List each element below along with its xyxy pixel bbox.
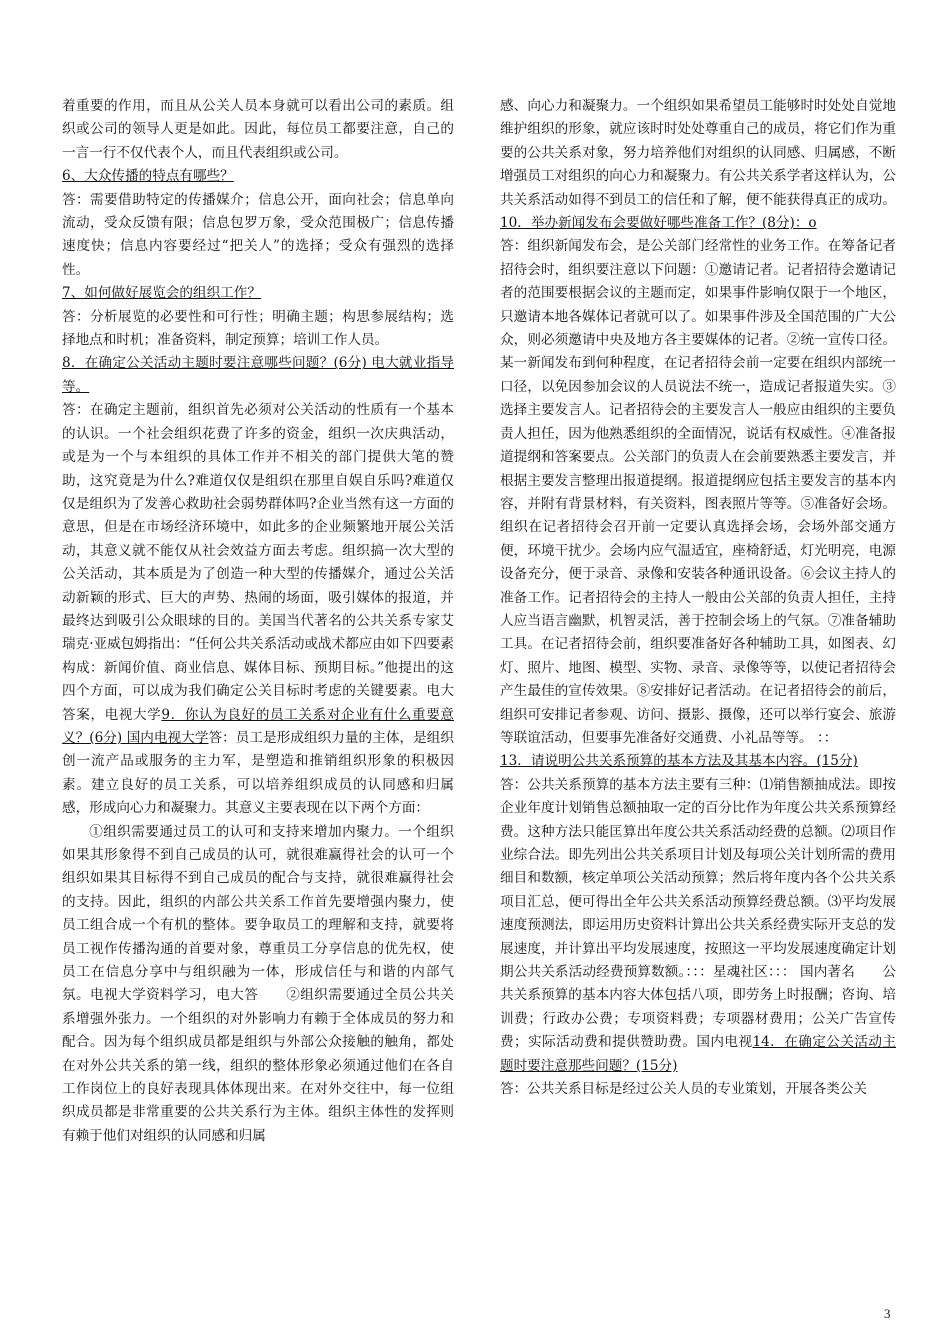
answer-9: 答：员工是形成组织力量的主体，是组织创一流产品或服务的主力军，是塑造和推销组织形象的积极因素。建立良好的员工关系，可以培养组织成员的认同感和归属感，形成向心力和凝聚力。其意义主要表现在以下两个方面： [62,729,454,817]
right-column [500,95,896,1101]
question-10: 10．举办新闻发布会要做好哪些准备工作？(8分)：o [500,215,817,232]
paragraph-intro: 着重要的作用，而且从公关人员本身就可以看出公司的素质。组织或公司的领导人更是如此。因此，每位员工都要注意，自己的一言一行不仅代表个人，而且代表组织或公司。 [62,98,454,161]
question-9: 9．你认为良好的员工关系对企业有什么重要意义？(6分) 国内电视大学 [62,706,454,746]
left-column [62,95,454,1148]
question-8: 8．在确定公关活动主题时要注意哪些问题？(6分) 电大就业指导等。 [62,355,454,395]
answer-8-block [62,399,454,820]
answer-8: 答：在确定主题前，组织首先必须对公关活动的性质有一个基本的认识。一个社会组织花费了许多的资金，组织一次庆典活动，或是为一个与本组织的具体工作并不相关的部门提供大笔的赞助，这究竟是为什么?难道仅仅是组织在那里自娱自乐吗?难道仅仅是组织为了发善心救助社会弱势群体吗?企业当然有这一方面的意思，但是在市场经济环境中，如此多的企业频繁地开展公关活动，其意义就不能仅从社会效益方面去考虑。组织搞一次大型的公关活动，其本质是为了创造一种大型的传播媒介，通过公关活动新颖的形式、巨大的声势、热闹的场面，吸引媒体的报道，并最终达到吸引公众眼球的目的。美国当代著名的公共关系专家艾瑞克·亚威包姆指出：“任何公共关系活动或战术都应由如下四要素构成：新闻价值、商业信息、媒体目标、预期目标。”他提出的这四个方面，可以成为我们确定公关目标时考虑的关键要素。电大答案，电视大学 [62,402,454,723]
question-14: 14．在确定公关活动主题时要注意那些问题？(15分) [500,1034,897,1074]
answer-9-end: 感、向心力和凝聚力。一个组织如果希望员工能够时时处处自觉地维护组织的形象，就应该时时处处尊重自己的成员，将它们作为重要的公共关系对象，努力培养他们对组织的认同感、归属感，不断增强员工对组织的向心力和凝聚力。有公共关系学者这样认为，公共关系活动如得不到员工的信任和了解，便不能获得真正的成功。 [500,98,896,208]
answer-13: 答：公共关系预算的基本方法主要有三种：⑴销售额抽成法。即按企业年度计划销售总额抽取一定的百分比作为年度公共关系预算经费。这种方法只能匡算出年度公共关系活动经费的总额。⑵项目作业综合法。即先列出公共关系项目计划及每项公关计划所需的费用细目和数额，核定单项公关活动预算；然后将年度内各个公共关系项目汇总，便可得出全年公共关系活动预算经费总额。⑶平均发展速度预测法，即运用历史资料计算出公共关系经费实际开支总的发展速度，并计算出平均发展速度，按照这一平均发展速度确定计划期公共关系活动经费预算数额。：：：星魂社区：：： 国内著名 公共关系预算的基本内容大体包括八项，即劳务上时报酬；咨询、培训费；行政办公费；专项资料费；专项器材费用；公关广告宣传费；实际活动费和提供赞助费。国内电视 [500,776,896,1051]
answer-10: 答：组织新闻发布会，是公关部门经常性的业务工作。在筹备记者招待会时，组织要注意以下问题：①邀请记者。记者招待会邀请记者的范围要根据会议的主题而定，如果事件影响仅限于一个地区，只邀请本地各媒体记者就可以了。如果事件涉及全国范围的广大公众，则必须邀请中央及地方各主要媒体的记者。②统一宣传口径。某一新闻发布到何种程度，在记者招待会前一定要在组织内部统一口径，以免因参加会议的人员说法不统一，造成记者报道失实。③选择主要发言人。记者招待会的主要发言人一般应由组织的主要负责人担任，因为他熟悉组织的全面情况，说话有权威性。④准备报道提纲和答案要点。公关部门的负责人在会前要熟悉主要发言，并根据主要发言整理出报道提纲。报道提纲应包括主要发言的基本内容，并附有背景材料，有关资料，图表照片等等。⑤准备好会场。组织在记者招待会召开前一定要认真选择会场，会场外部交通方便，环境干扰少。会场内应气温适宜，座椅舒适，灯光明亮，电源设备充分，便于录音、录像和安装各种通讯设备。⑥会议主持人的准备工作。记者招待会的主持人一般由公关部的负责人担任，主持人应当语言幽默，机智灵活，善于控制会场上的气氛。⑦准备辅助工具。在记者招待会前，组织要准备好各种辅助工具，如图表、幻灯、照片、地图、模型、实物、录音、录像等等，以使记者招待会产生最佳的宣传效果。⑧安排好记者活动。在记者招待会的前后，组织可安排记者参观、访问、摄影、摄像，还可以举行宴会、旅游等联谊活动，但要事先准备好交通费、小礼品等等。 ：： [500,238,896,746]
answer-14: 答：公共关系目标是经过公关人员的专业策划，开展各类公关 [500,1081,868,1098]
answer-9-continued: ①组织需要通过员工的认可和支持来增加内聚力。一个组织如果其形象得不到自己成员的认可，就很难赢得社会的认可一个组织如果其目标得不到自己成员的配合与支持，就很难赢得社会的支持。因此，组织的内部公共关系工作首先要增强内聚力，使员工组合成一个有机的整体。要争取员工的理解和支持，就要将员工视作传播沟通的首要对象，尊重员工分享信息的优先权，使员工在信息分享中与组织融为一体，形成信任与和谐的内部气氛。电视大学资料学习，电大答 ②组织需要通过全员公共关系增强外张力。一个组织的对外影响力有赖于全体成员的努力和配合。因为每个组织成员都是组织与外部公众接触的触角，都处在对外公共关系的第一线，组织的整体形象必须通过他们在各自工作岗位上的良好表现具体体现出来。在对外交往中，每一位组织成员都是非常重要的公共关系行为主体。组织主体性的发挥则有赖于他们对组织的认同感和归属 [62,823,454,1144]
paragraph-continued [500,95,896,235]
page-number: 3 [884,1306,891,1321]
question-6: 6、大众传播的特点有哪些？ [62,168,234,185]
answer-13-block [500,774,896,1078]
question-13: 13．请说明公共关系预算的基本方法及其基本内容。(15分) [500,753,858,770]
answer-6: 答：需要借助特定的传播媒介；信息公开，面向社会；信息单向流动，受众反馈有限；信息包罗万象，受众范围极广；信息传播速度快；信息内容要经过“把关人”的选择；受众有强烈的选择性。 [62,191,454,278]
question-7: 7、如何做好展览会的组织工作？ [62,285,261,302]
answer-7: 答：分析展览的必要性和可行性；明确主题；构思参展结构；选择地点和时机；准备资料，制定预算；培训工作人员。 [62,308,454,349]
